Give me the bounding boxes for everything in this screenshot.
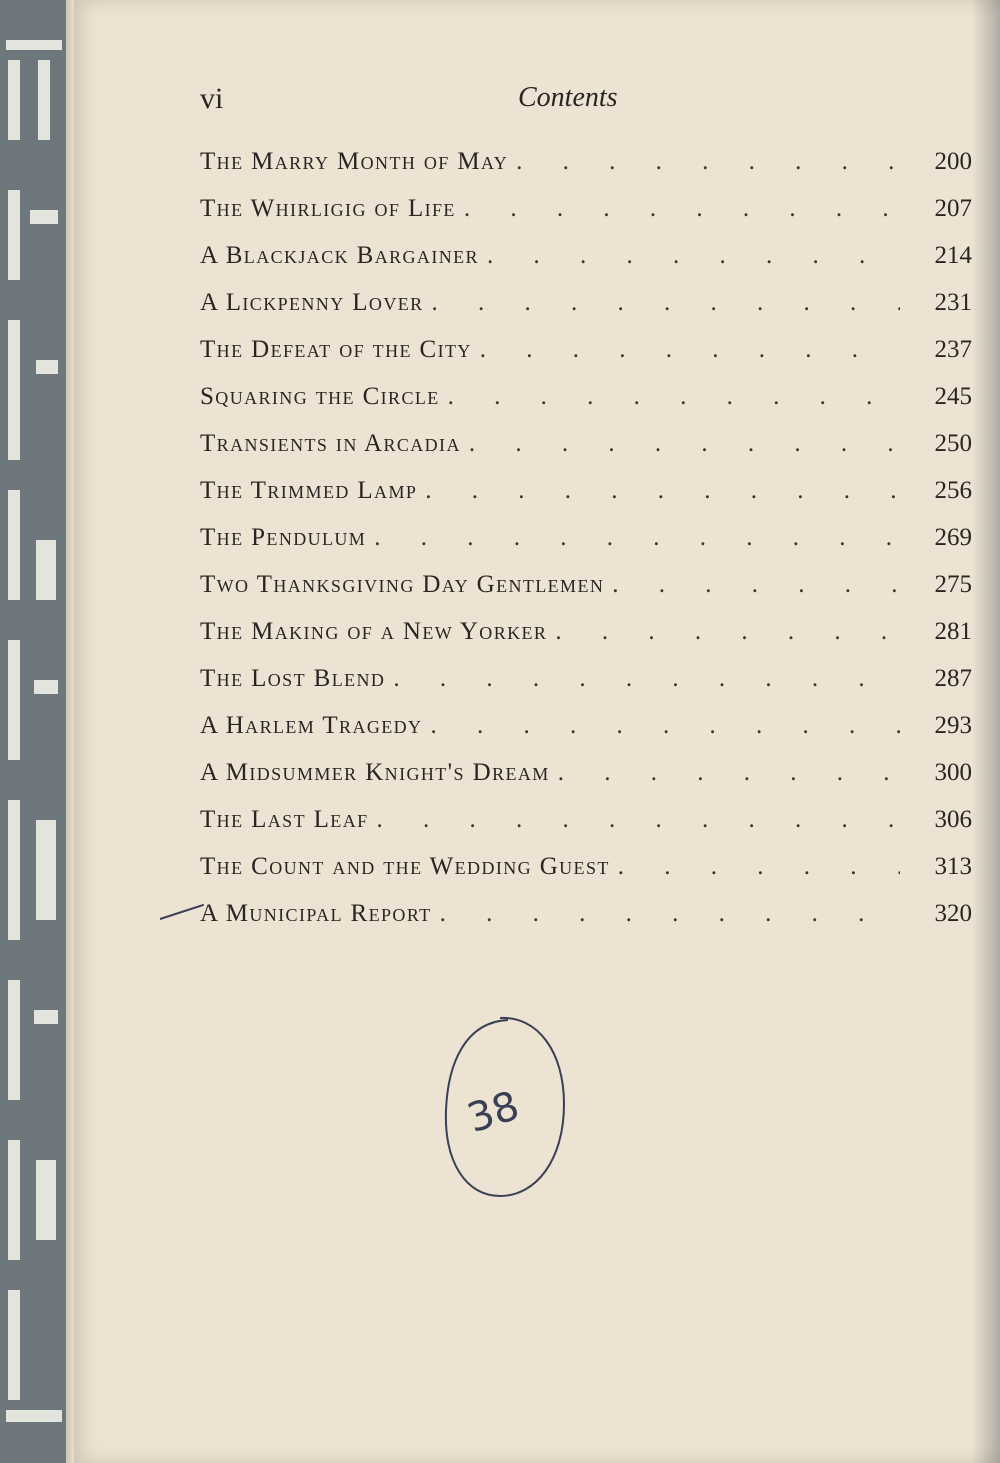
toc-entry: [200, 279, 972, 326]
toc-entry-title: The Whirligig of Life: [200, 194, 456, 222]
page-number: vi: [200, 82, 224, 115]
book-spine-edge: [0, 0, 68, 1463]
toc-entry: [200, 420, 972, 467]
handwritten-note-text: 38: [462, 1082, 525, 1143]
toc-entry-title: Two Thanksgiving Day Gentlemen: [200, 570, 605, 598]
toc-entry: [200, 185, 972, 232]
toc-entry-page: 281: [934, 617, 972, 645]
toc-dot-leader: [393, 665, 900, 693]
toc-entry-title: The Defeat of the City: [200, 335, 472, 363]
toc-entry-page: 293: [934, 711, 972, 739]
table-of-contents: [200, 138, 972, 937]
toc-dot-leader: [469, 430, 900, 458]
toc-dot-leader: [448, 383, 900, 411]
toc-entry-page: 313: [934, 852, 972, 880]
toc-entry-title: A Municipal Report: [200, 899, 432, 927]
toc-entry: [200, 467, 972, 514]
toc-entry-page: 275: [934, 570, 972, 598]
toc-entry: [200, 843, 972, 890]
toc-dot-leader: [516, 148, 900, 176]
toc-entry-page: 269: [934, 523, 972, 551]
toc-entry-page: 256: [934, 476, 972, 504]
page-header: [200, 82, 650, 122]
toc-dot-leader: [432, 289, 900, 317]
toc-entry-page: 300: [934, 758, 972, 786]
toc-entry-page: 245: [934, 382, 972, 410]
toc-entry: [200, 561, 972, 608]
handwritten-circled-number: [438, 1012, 570, 1202]
toc-entry-title: Transients in Arcadia: [200, 429, 461, 457]
toc-dot-leader: [440, 900, 900, 928]
toc-entry-page: 250: [934, 429, 972, 457]
toc-entry-page: 214: [934, 241, 972, 269]
toc-entry-title: The Marry Month of May: [200, 147, 509, 175]
toc-dot-leader: [425, 477, 900, 505]
toc-entry-title: A Lickpenny Lover: [200, 288, 424, 316]
toc-entry-title: The Pendulum: [200, 523, 367, 551]
toc-entry-page: 231: [934, 288, 972, 316]
toc-entry-title: A Midsummer Knight's Dream: [200, 758, 550, 786]
toc-dot-leader: [430, 712, 900, 740]
toc-dot-leader: [558, 759, 900, 787]
toc-entry: [200, 326, 972, 373]
toc-entry-title: The Last Leaf: [200, 805, 369, 833]
toc-entry: [200, 608, 972, 655]
toc-entry-title: The Count and the Wedding Guest: [200, 852, 610, 880]
toc-entry: [200, 890, 972, 937]
toc-dot-leader: [487, 242, 900, 270]
toc-entry-title: The Lost Blend: [200, 664, 386, 692]
toc-entry-page: 237: [934, 335, 972, 363]
toc-dot-leader: [464, 195, 900, 223]
toc-entry-page: 320: [934, 899, 972, 927]
toc-dot-leader: [377, 806, 900, 834]
toc-entry-title: A Blackjack Bargainer: [200, 241, 479, 269]
toc-entry: [200, 373, 972, 420]
toc-entry-page: 207: [934, 194, 972, 222]
page-gutter-edge: [66, 0, 74, 1463]
toc-entry: [200, 702, 972, 749]
toc-entry: [200, 796, 972, 843]
toc-entry: [200, 514, 972, 561]
toc-entry: [200, 232, 972, 279]
toc-entry: [200, 655, 972, 702]
toc-dot-leader: [618, 853, 900, 881]
page-shadow-edge: [972, 0, 1000, 1463]
toc-entry-title: Squaring the Circle: [200, 382, 440, 410]
toc-entry-title: A Harlem Tragedy: [200, 711, 423, 739]
toc-entry-title: The Making of a New Yorker: [200, 617, 548, 645]
running-title: Contents: [518, 82, 618, 113]
toc-entry-page: 287: [934, 664, 972, 692]
toc-entry-title: The Trimmed Lamp: [200, 476, 418, 504]
toc-dot-leader: [555, 618, 900, 646]
toc-dot-leader: [374, 524, 900, 552]
toc-entry: [200, 138, 972, 185]
toc-dot-leader: [480, 336, 900, 364]
toc-dot-leader: [612, 571, 900, 599]
toc-entry: [200, 749, 972, 796]
toc-entry-page: 306: [934, 805, 972, 833]
toc-entry-page: 200: [934, 147, 972, 175]
